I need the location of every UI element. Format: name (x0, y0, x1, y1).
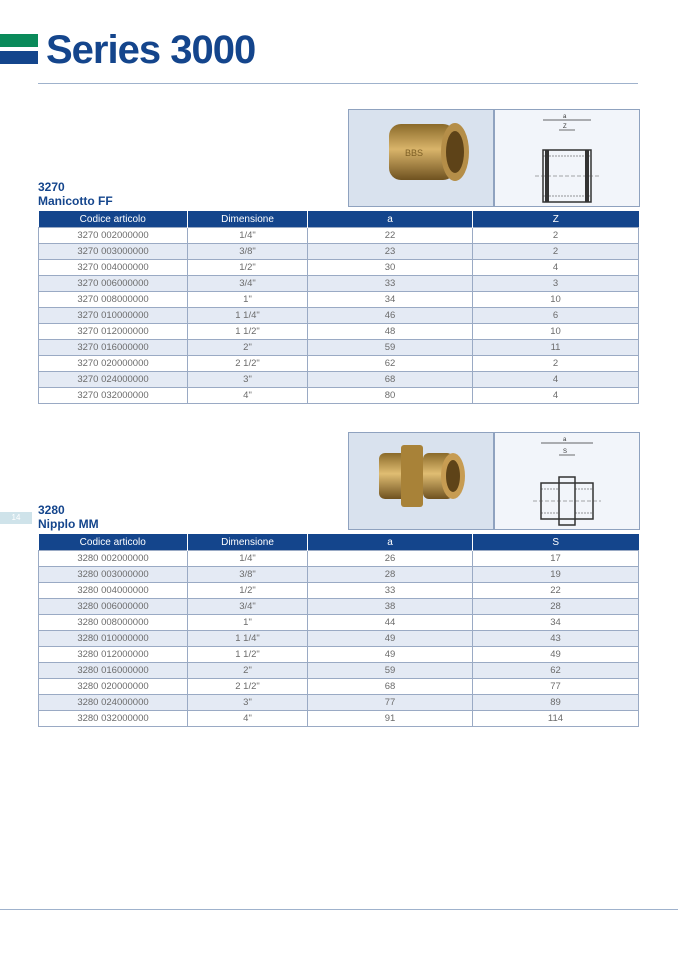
table-cell: 34 (308, 292, 473, 308)
table-cell: 62 (473, 663, 639, 679)
table-cell: 1 1/4" (188, 631, 308, 647)
table-cell: 3280 006000000 (39, 599, 188, 615)
table-cell: 33 (308, 583, 473, 599)
section-name: Nipplo MM (38, 517, 99, 531)
column-header: S (473, 534, 639, 551)
table-row (39, 340, 639, 356)
table-cell: 3/4" (188, 276, 308, 292)
spec-table-3280 (38, 534, 639, 727)
table-row (39, 647, 639, 663)
table-cell: 3280 032000000 (39, 711, 188, 727)
table-cell: 59 (308, 340, 473, 356)
table-cell: 46 (308, 308, 473, 324)
column-header: Dimensione (188, 211, 308, 228)
table-cell: 3280 024000000 (39, 695, 188, 711)
dimension-a-label: a (563, 437, 567, 443)
table-row (39, 356, 639, 372)
column-header: Codice articolo (39, 211, 188, 228)
column-header: a (308, 534, 473, 551)
table-cell: 62 (308, 356, 473, 372)
table-row (39, 551, 639, 567)
table-cell: 30 (308, 260, 473, 276)
table-row (39, 711, 639, 727)
table-cell: 68 (308, 372, 473, 388)
table-row (39, 631, 639, 647)
table-cell: 43 (473, 631, 639, 647)
table-cell: 3270 016000000 (39, 340, 188, 356)
table-header-row (39, 534, 639, 551)
table-cell: 3/8" (188, 244, 308, 260)
brass-coupling-photo-icon (348, 109, 494, 207)
table-cell: 3270 004000000 (39, 260, 188, 276)
table-cell: 3" (188, 372, 308, 388)
column-header: Codice articolo (39, 534, 188, 551)
table-cell: 89 (473, 695, 639, 711)
table-cell: 3280 004000000 (39, 583, 188, 599)
table-cell: 22 (473, 583, 639, 599)
table-row (39, 244, 639, 260)
table-cell: 3280 016000000 (39, 663, 188, 679)
table-cell: 26 (308, 551, 473, 567)
table-cell: 3270 010000000 (39, 308, 188, 324)
table-cell: 3280 003000000 (39, 567, 188, 583)
table-row (39, 260, 639, 276)
table-cell: 1" (188, 615, 308, 631)
table-header-row (39, 211, 639, 228)
table-row (39, 663, 639, 679)
table-cell: 49 (308, 647, 473, 663)
table-cell: 3270 020000000 (39, 356, 188, 372)
footer-divider (0, 909, 678, 910)
table-cell: 59 (308, 663, 473, 679)
table-cell: 3280 020000000 (39, 679, 188, 695)
table-cell: 49 (473, 647, 639, 663)
coupling-technical-drawing-icon (494, 109, 640, 207)
table-cell: 4 (473, 388, 639, 404)
table-cell: 4 (473, 372, 639, 388)
table-cell: 2" (188, 663, 308, 679)
table-cell: 19 (473, 567, 639, 583)
table-row (39, 276, 639, 292)
section-code: 3280 (38, 503, 65, 517)
table-cell: 49 (308, 631, 473, 647)
table-cell: 1 1/4" (188, 308, 308, 324)
table-cell: 3 (473, 276, 639, 292)
table-cell: 44 (308, 615, 473, 631)
brass-nipple-photo-icon (348, 432, 494, 530)
column-header: Z (473, 211, 639, 228)
table-cell: 77 (473, 679, 639, 695)
table-row (39, 292, 639, 308)
page-title: Series 3000 (46, 28, 256, 72)
table-cell: 1/2" (188, 583, 308, 599)
table-cell: 3270 003000000 (39, 244, 188, 260)
table-cell: 1/4" (188, 228, 308, 244)
table-cell: 4 (473, 260, 639, 276)
table-cell: 91 (308, 711, 473, 727)
column-header: a (308, 211, 473, 228)
table-row (39, 228, 639, 244)
spec-table-3270 (38, 211, 639, 404)
svg-text:BBS: BBS (405, 148, 424, 158)
table-cell: 28 (308, 567, 473, 583)
table-cell: 3/8" (188, 567, 308, 583)
table-cell: 68 (308, 679, 473, 695)
table-cell: 33 (308, 276, 473, 292)
table-row (39, 372, 639, 388)
nipple-technical-drawing-icon (494, 432, 640, 530)
table-cell: 3280 012000000 (39, 647, 188, 663)
table-cell: 3270 012000000 (39, 324, 188, 340)
table-cell: 10 (473, 292, 639, 308)
table-cell: 2 1/2" (188, 356, 308, 372)
table-cell: 3280 008000000 (39, 615, 188, 631)
table-row (39, 679, 639, 695)
table-cell: 80 (308, 388, 473, 404)
table-cell: 17 (473, 551, 639, 567)
table-cell: 2 (473, 228, 639, 244)
table-cell: 22 (308, 228, 473, 244)
logo-blue-bar (0, 51, 38, 64)
page-number: 14 (0, 512, 32, 524)
table-cell: 1 1/2" (188, 647, 308, 663)
table-cell: 48 (308, 324, 473, 340)
table-cell: 10 (473, 324, 639, 340)
table-cell: 4" (188, 388, 308, 404)
table-cell: 3/4" (188, 599, 308, 615)
section-name: Manicotto FF (38, 194, 113, 208)
table-cell: 1 1/2" (188, 324, 308, 340)
table-cell: 34 (473, 615, 639, 631)
table-cell: 3280 010000000 (39, 631, 188, 647)
table-row (39, 695, 639, 711)
logo-green-bar (0, 34, 38, 47)
section-code: 3270 (38, 180, 65, 194)
table-cell: 1/4" (188, 551, 308, 567)
table-cell: 114 (473, 711, 639, 727)
table-cell: 1" (188, 292, 308, 308)
table-cell: 1/2" (188, 260, 308, 276)
header-divider (38, 83, 638, 84)
table-cell: 2 (473, 356, 639, 372)
table-cell: 2 (473, 244, 639, 260)
table-row (39, 583, 639, 599)
table-cell: 3270 008000000 (39, 292, 188, 308)
table-row (39, 388, 639, 404)
table-row (39, 615, 639, 631)
table-cell: 4" (188, 711, 308, 727)
table-cell: 2" (188, 340, 308, 356)
section-3280 (38, 431, 638, 731)
table-cell: 3280 002000000 (39, 551, 188, 567)
table-cell: 3270 006000000 (39, 276, 188, 292)
table-row (39, 324, 639, 340)
column-header: Dimensione (188, 534, 308, 551)
table-cell: 3270 002000000 (39, 228, 188, 244)
table-cell: 3" (188, 695, 308, 711)
table-row (39, 599, 639, 615)
table-cell: 3270 024000000 (39, 372, 188, 388)
dimension-a-label: a (563, 114, 567, 120)
table-cell: 6 (473, 308, 639, 324)
table-cell: 77 (308, 695, 473, 711)
table-cell: 11 (473, 340, 639, 356)
table-cell: 23 (308, 244, 473, 260)
table-row (39, 567, 639, 583)
dimension-z-label: Z (563, 124, 567, 130)
table-cell: 3270 032000000 (39, 388, 188, 404)
dimension-s-label: S (563, 449, 568, 455)
table-cell: 2 1/2" (188, 679, 308, 695)
table-row (39, 308, 639, 324)
section-3270 (38, 108, 638, 408)
table-cell: 38 (308, 599, 473, 615)
table-cell: 28 (473, 599, 639, 615)
